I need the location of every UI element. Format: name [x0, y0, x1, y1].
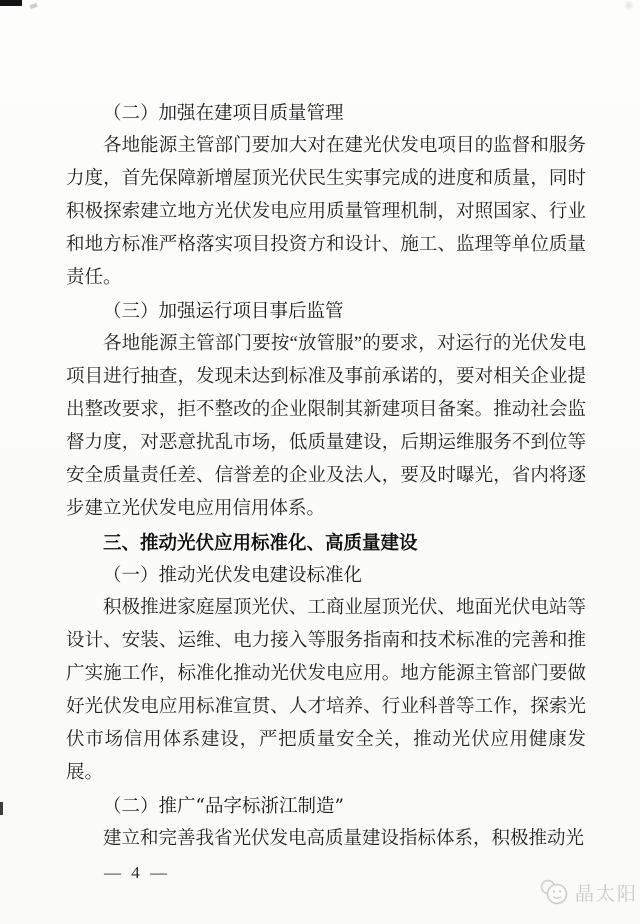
heading-standardization: 三、推动光伏应用标准化、高质量建设 [103, 532, 418, 553]
sun-face-logo-icon [538, 878, 570, 906]
paragraph-operation-inspection: 各地能源主管部门要按“放管服”的要求，对运行的光伏发电项目进行抽查，发现未达到标准及事前承诺的，要对相关企业提出整改要求，拒不整改的企业限制其新建项目备案。推动社会监督力度，对恶意扰乱市场，低质量建设，后期运维服务不到位等安全质量责任差、信誉差的企业及法人，要及时曝光，省内将逐步建立光伏发电应用信用体系。 [66, 334, 586, 519]
watermark-text: 晶太阳 [575, 883, 639, 905]
scan-artifact-left-edge [0, 802, 3, 815]
subheading-quality-management: （二）加强在建项目质量管理 [103, 103, 344, 124]
watermark [538, 878, 638, 906]
subheading-construction-standard: （一）推动光伏发电建设标准化 [103, 565, 363, 586]
scan-artifact-top-left [0, 0, 22, 6]
paragraph-quality-index: 建立和完善我省光伏发电高质量建设指标体系，积极推动光 [103, 829, 585, 849]
paragraph-standard-promotion: 积极推进家庭屋顶光伏、工商业屋顶光伏、地面光伏电站等设计、安装、运维、电力接入等服务指南和技术标准的完善和推广实施工作，标准化推动光伏发电应用。地方能源主管部门要做好光伏发电应用标准宣贯、人才培养、行业科普等工作，探索光伏市场信用体系建设，严把质量安全关，推动光伏应用健康发展。 [66, 598, 586, 783]
paragraph-in-construction: 各地能源主管部门要加大对在建光伏发电项目的监督和服务力度，首先保障新增屋顶光伏民生实事完成的进度和质量，同时积极探索建立地方光伏发电应用质量管理机制，对照国家、行业和地方标准严格落实项目投资方和设计、施工、监理等单位质量责任。 [66, 136, 586, 288]
subheading-post-supervision: （三）加强运行项目事后监管 [103, 301, 344, 322]
document-body [66, 97, 586, 889]
scan-artifact-top-right [624, 1, 636, 10]
scan-artifact-top-left-speck [30, 3, 38, 9]
subheading-zhejiang-manufacture: （二）推广“品字标浙江制造” [103, 796, 344, 817]
page-number: — 4 — [104, 863, 170, 882]
